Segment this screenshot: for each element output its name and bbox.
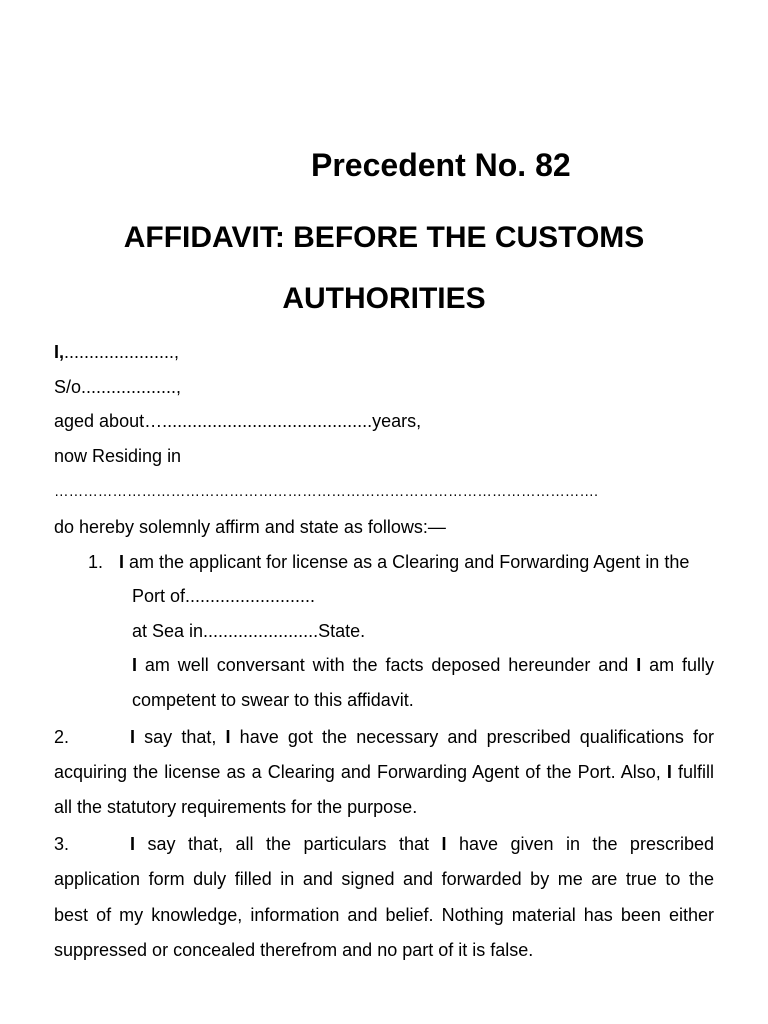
affidavit-body xyxy=(54,335,714,968)
bold-pronoun: I xyxy=(225,726,231,747)
paragraph-line xyxy=(54,648,714,683)
line-text: competent to swear to this affidavit. xyxy=(132,689,414,710)
bold-pronoun: I xyxy=(119,551,125,572)
line-text: am the applicant for license as a Clearing and Forwarding Agent in the xyxy=(124,551,690,572)
paragraph-number: 1. xyxy=(88,551,104,572)
deponent-pronoun: I, xyxy=(54,342,65,362)
precedent-heading: Precedent No. 82 xyxy=(311,147,571,183)
state-blank-text: at Sea in.......................State. xyxy=(132,620,366,641)
line-text: fulfill xyxy=(671,761,714,782)
residence-label: now Residing in xyxy=(54,445,182,466)
line-text: say that, all the particulars that xyxy=(135,834,442,855)
paragraph-line xyxy=(54,862,714,897)
deponent-line xyxy=(54,335,714,370)
port-blank-text: Port of.......................... xyxy=(132,586,316,607)
bold-pronoun: I xyxy=(130,834,136,855)
paragraph-line xyxy=(54,827,714,862)
line-text: acquiring the license as a Clearing and Forwarding Agent of the Port. Also, xyxy=(54,761,667,782)
paragraph-2 xyxy=(54,720,714,826)
affidavit-title: AFFIDAVIT: BEFORE THE CUSTOMS AUTHORITIES xyxy=(123,221,645,315)
paragraph-line xyxy=(54,790,714,825)
bold-pronoun: I xyxy=(130,726,136,747)
paragraph-number: 2. xyxy=(54,726,70,747)
line-text: all the statutory requirements for the purpose. xyxy=(54,796,418,817)
bold-pronoun: I xyxy=(132,655,138,676)
paragraph-line xyxy=(54,579,714,614)
paragraph-3 xyxy=(54,827,714,968)
parentage-line: S/o..................., xyxy=(54,376,182,397)
paragraph-line xyxy=(54,898,714,933)
line-text: have given in the prescribed xyxy=(446,834,714,855)
paragraph-line xyxy=(54,720,714,755)
paragraph-line xyxy=(54,755,714,790)
residence-line xyxy=(54,439,714,510)
line-text: am well conversant with the facts deposed hereunder and xyxy=(137,655,637,676)
declaration-line: do hereby solemnly affirm and state as follows:— xyxy=(54,516,446,537)
line-text: application form duly filled in and signed and forwarded by me are true to the xyxy=(54,869,714,890)
bold-pronoun: I xyxy=(441,834,447,855)
paragraph-line xyxy=(54,545,714,580)
age-line: aged about…..........................................years, xyxy=(54,411,422,432)
line-text: have got the necessary and prescribed qualifications for xyxy=(230,726,714,747)
paragraph-line xyxy=(54,614,714,649)
bold-pronoun: I xyxy=(666,761,672,782)
paragraph-line xyxy=(54,933,714,968)
line-text: say that, xyxy=(135,726,226,747)
deponent-name-blank: ......................, xyxy=(64,342,180,362)
paragraph-line xyxy=(54,683,714,718)
line-text: am fully xyxy=(641,655,714,676)
residence-blank: …………………………………………………………………………………………………. xyxy=(54,484,599,501)
paragraph-1 xyxy=(54,545,714,718)
line-text: suppressed or concealed therefrom and no part of it is false. xyxy=(54,939,534,960)
paragraph-number: 3. xyxy=(54,834,70,855)
intro-block xyxy=(54,335,714,545)
bold-pronoun: I xyxy=(636,655,642,676)
line-text: best of my knowledge, information and belief. Nothing material has been either xyxy=(54,904,714,925)
